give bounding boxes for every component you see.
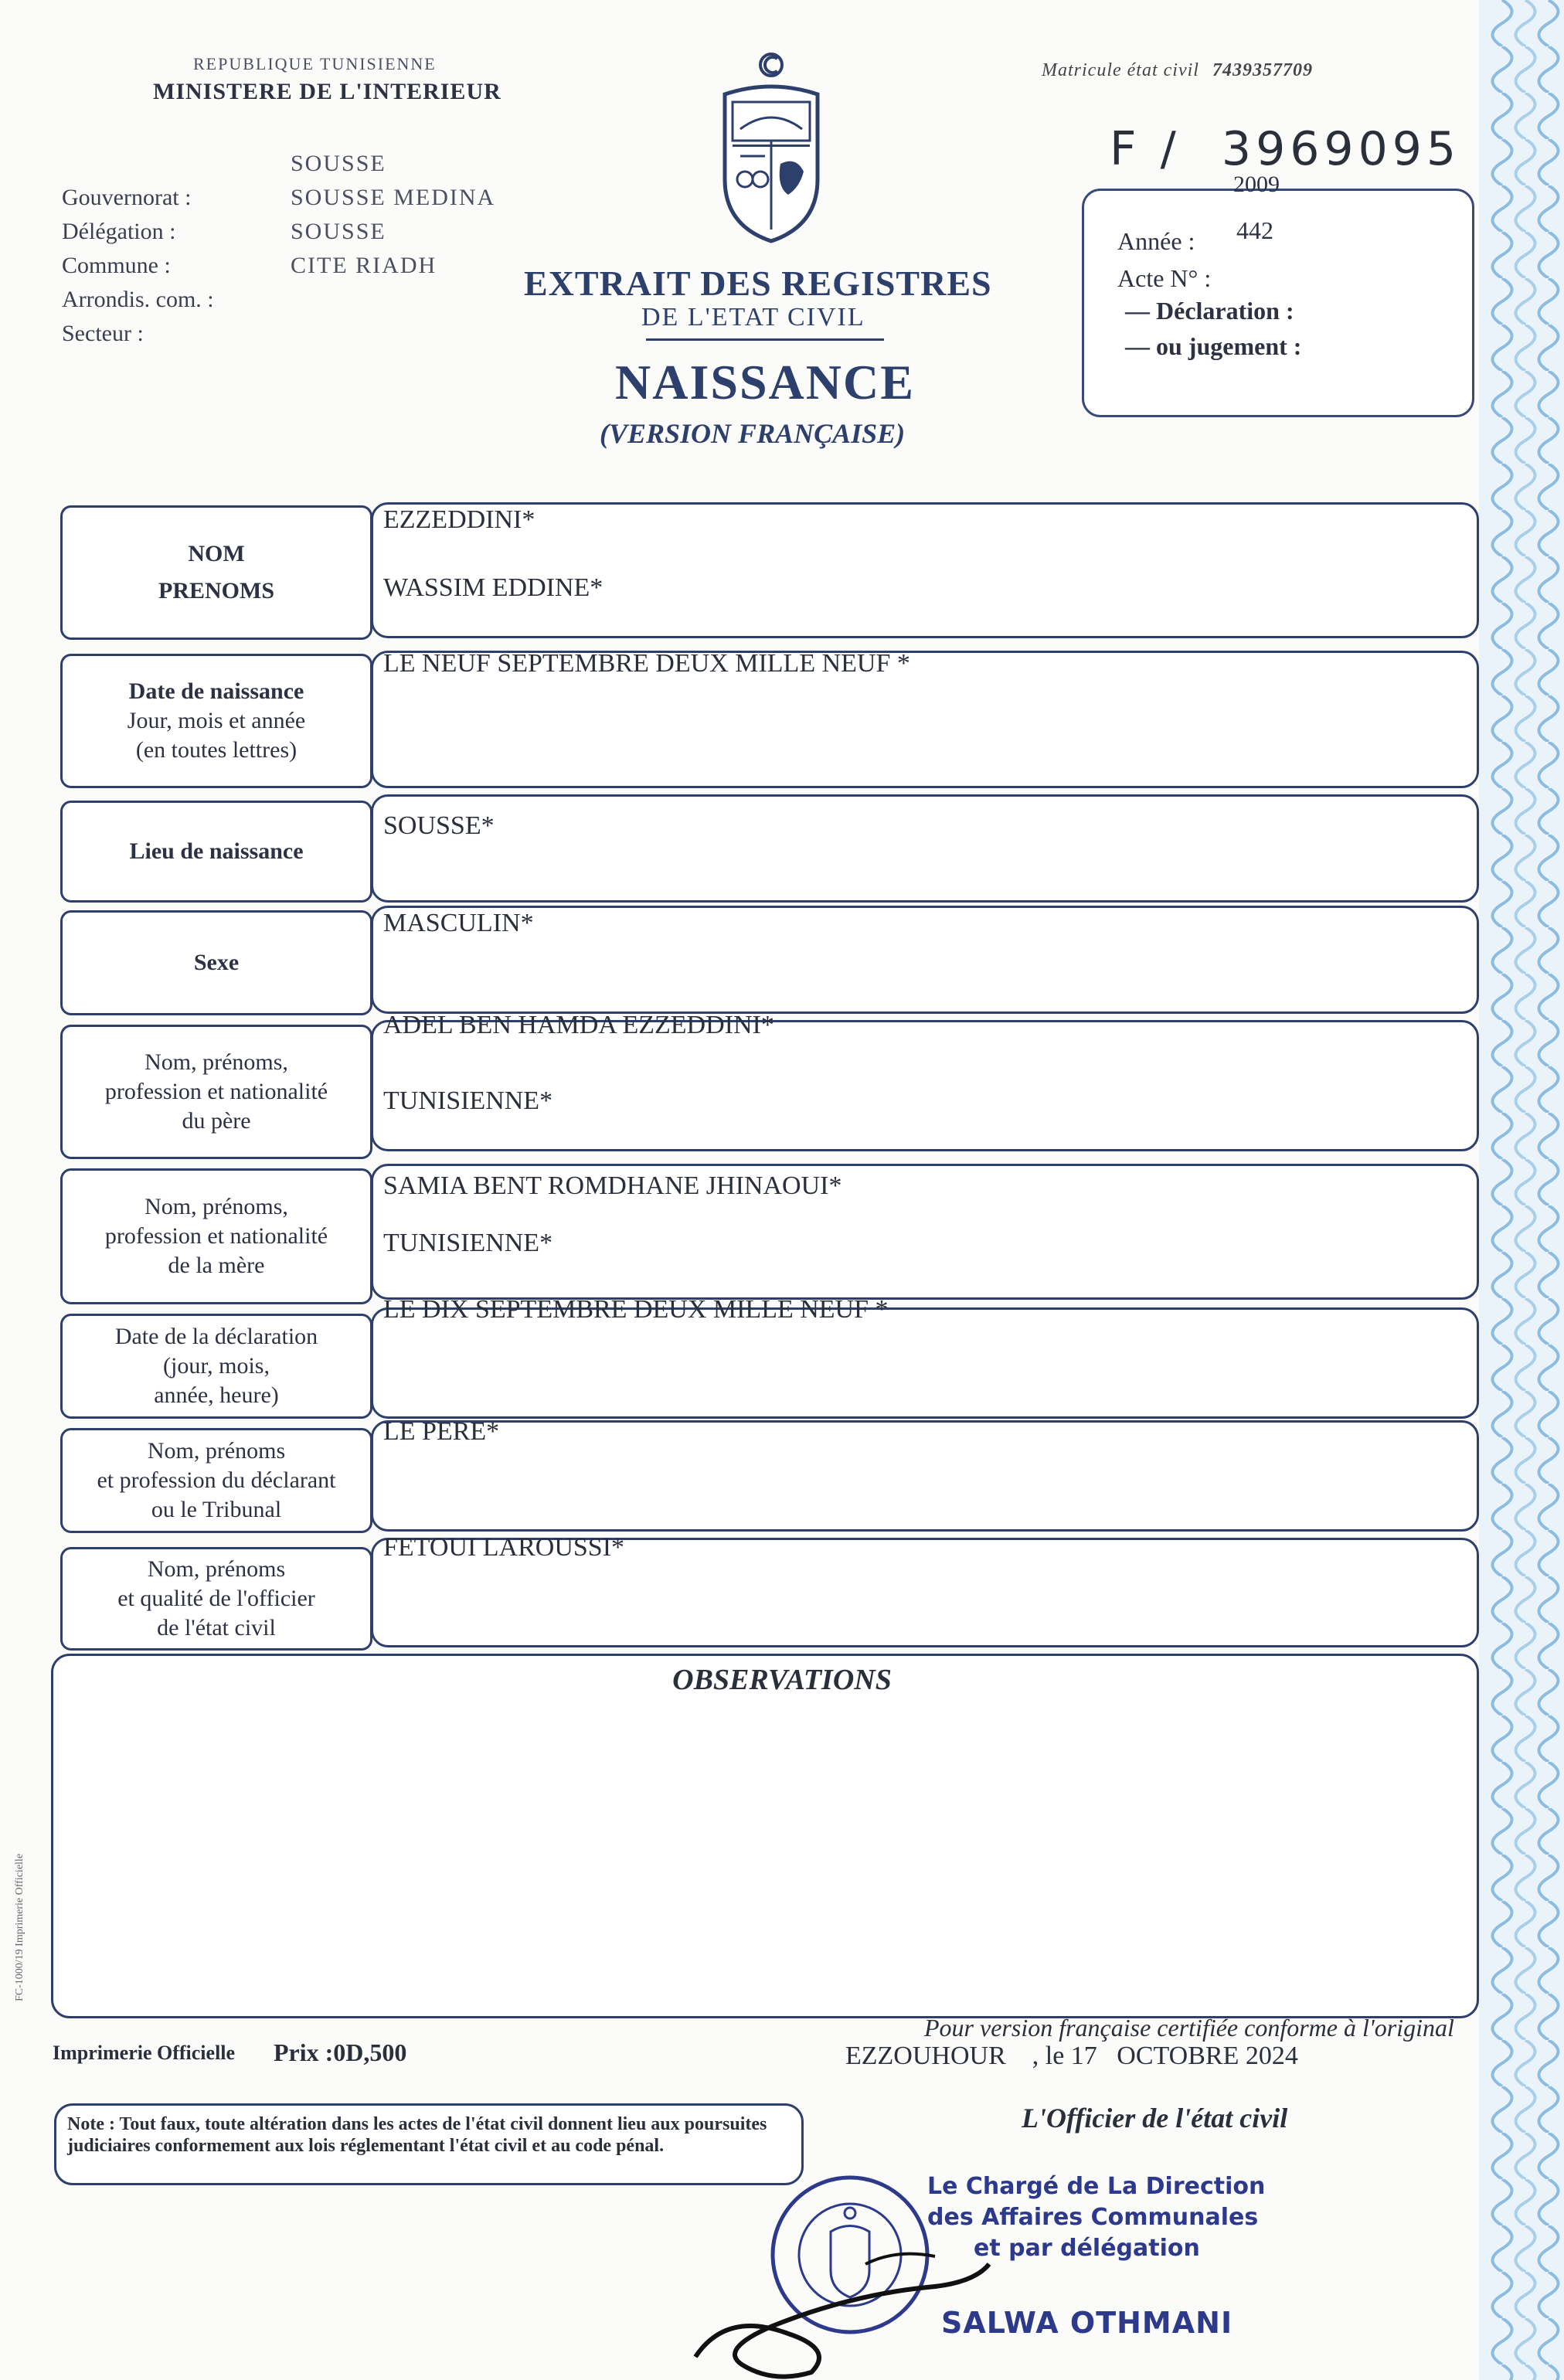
printer-text: Imprimerie Officielle: [53, 2042, 236, 2064]
value-arrondissement: CITE RIADH: [291, 253, 437, 278]
document-title: EXTRAIT DES REGISTRES: [524, 264, 992, 303]
label-officier: [60, 1547, 372, 1651]
annee-label: Année :: [1117, 227, 1195, 255]
republic-text: REPUBLIQUE TUNISIENNE: [193, 54, 437, 73]
certify-text: Pour version française certifiée conforme à l'original: [924, 2014, 1454, 2042]
value-sexe: MASCULIN*: [383, 909, 534, 937]
matricule-line: [1042, 60, 1313, 81]
value-mere-nationalite: TUNISIENNE*: [383, 1229, 553, 1257]
label-prenoms: PRENOMS: [158, 578, 274, 604]
value-declarant: LE PERE*: [383, 1417, 500, 1446]
label-nom-prenoms: [60, 505, 372, 640]
label-officier-line1: Nom, prénoms: [147, 1556, 286, 1582]
declaration-label: — Déclaration :: [1125, 297, 1294, 325]
label-mere-line3: de la mère: [168, 1253, 265, 1278]
label-lieu-naissance: [60, 801, 372, 903]
label-lieu-naissance-text: Lieu de naissance: [129, 838, 304, 864]
label-gouvernorat: Gouvernorat :: [62, 185, 192, 210]
acte-number-value: 442: [1236, 216, 1273, 244]
field-declarant: [371, 1420, 1479, 1532]
observations-box: [51, 1654, 1479, 2018]
label-secteur: Secteur :: [62, 321, 144, 346]
observations-title: OBSERVATIONS: [672, 1664, 892, 1696]
value-pere-nationalite: TUNISIENNE*: [383, 1086, 553, 1115]
label-date-declaration-line1: Date de la déclaration: [114, 1324, 318, 1349]
label-nom: NOM: [188, 541, 245, 566]
delegation-line2: des Affaires Communales: [927, 2204, 1259, 2231]
label-date-naissance-line2: Jour, mois et année: [127, 708, 306, 733]
label-date-declaration: [60, 1314, 372, 1419]
label-mere-line1: Nom, prénoms,: [144, 1194, 288, 1219]
label-arrondissement: Arrondis. com. :: [62, 287, 214, 312]
jugement-label: — ou jugement :: [1125, 332, 1302, 360]
legal-note: Note : Tout faux, toute altération dans les actes de l'état civil donnent lieu aux poursuites judiciaires conformement aux lois réglementant l'état civil et au code pénal.: [54, 2103, 804, 2185]
label-delegation: Délégation :: [62, 219, 176, 244]
value-delegation: SOUSSE MEDINA: [291, 185, 496, 210]
serial-prefix: F /: [1110, 122, 1181, 176]
label-declarant-line1: Nom, prénoms: [147, 1438, 286, 1464]
admin-values: [291, 147, 495, 283]
label-pere-line3: du père: [182, 1108, 251, 1134]
label-date-naissance-line1: Date de naissance: [128, 678, 304, 704]
value-gouvernorat: SOUSSE: [291, 151, 386, 176]
label-officier-line2: et qualité de l'officier: [117, 1586, 315, 1611]
field-lieu-naissance: [371, 794, 1479, 903]
value-commune: SOUSSE: [291, 219, 386, 244]
price-text: Prix :0D,500: [274, 2038, 407, 2066]
value-date-naissance: LE NEUF SEPTEMBRE DEUX MILLE NEUF *: [383, 649, 910, 678]
label-mere: [60, 1168, 372, 1304]
label-declarant: [60, 1428, 372, 1533]
label-date-declaration-line3: année, heure): [154, 1382, 279, 1408]
serial-number: [1110, 122, 1460, 176]
label-sexe: [60, 910, 372, 1015]
label-declarant-line2: et profession du déclarant: [97, 1467, 336, 1493]
label-pere-line2: profession et nationalité: [104, 1079, 328, 1104]
tunisia-coat-of-arms-icon: [709, 48, 833, 250]
security-border-pattern: [1479, 0, 1564, 2380]
label-date-declaration-line2: (jour, mois,: [163, 1353, 270, 1379]
label-pere: [60, 1025, 372, 1159]
label-sexe-text: Sexe: [193, 950, 240, 975]
document-subtitle: DE L'ETAT CIVIL: [641, 303, 865, 332]
serial-value: 3969095: [1221, 122, 1461, 176]
value-pere-nom: ADEL BEN HAMDA EZZEDDINI*: [383, 1011, 774, 1039]
value-lieu-naissance: SOUSSE*: [383, 811, 495, 840]
matricule-value: 7439357709: [1212, 60, 1313, 80]
label-declarant-line3: ou le Tribunal: [151, 1497, 282, 1522]
admin-labels: [62, 181, 214, 351]
label-officier-line3: de l'état civil: [157, 1615, 276, 1640]
acte-label: Acte N° :: [1117, 264, 1212, 292]
officer-title: L'Officier de l'état civil: [1022, 2103, 1288, 2134]
value-officier: FETOUI LAROUSSI*: [383, 1533, 625, 1562]
field-sexe: [371, 906, 1479, 1014]
field-nom-prenoms: [371, 502, 1479, 638]
value-date-declaration: LE DIX SEPTEMBRE DEUX MILLE NEUF *: [383, 1295, 889, 1324]
year-value: 2009: [1233, 172, 1280, 197]
naissance-heading: NAISSANCE: [615, 355, 915, 410]
side-print-text: FC-1000/19 Imprimerie Officielle: [14, 1853, 26, 2001]
ministry-text: MINISTERE DE L'INTERIEUR: [153, 79, 502, 104]
version-heading: (VERSION FRANÇAISE): [600, 418, 906, 449]
signatory-name: SALWA OTHMANI: [941, 2306, 1233, 2340]
label-mere-line2: profession et nationalité: [104, 1223, 328, 1249]
delegation-line1: Le Chargé de La Direction: [927, 2173, 1266, 2200]
title-divider: [646, 338, 884, 341]
delegation-line3: et par délégation: [974, 2235, 1200, 2262]
label-pere-line1: Nom, prénoms,: [144, 1049, 288, 1075]
value-mere-nom: SAMIA BENT ROMDHANE JHINAOUI*: [383, 1171, 842, 1200]
matricule-label: Matricule état civil: [1042, 60, 1199, 80]
label-date-naissance: [60, 654, 372, 788]
place-date-text: EZZOUHOUR , le 17 OCTOBRE 2024: [845, 2042, 1298, 2070]
label-date-naissance-line3: (en toutes lettres): [135, 737, 298, 763]
value-prenoms: WASSIM EDDINE*: [383, 573, 604, 602]
label-commune: Commune :: [62, 253, 171, 278]
value-nom: EZZEDDINI*: [383, 505, 536, 534]
